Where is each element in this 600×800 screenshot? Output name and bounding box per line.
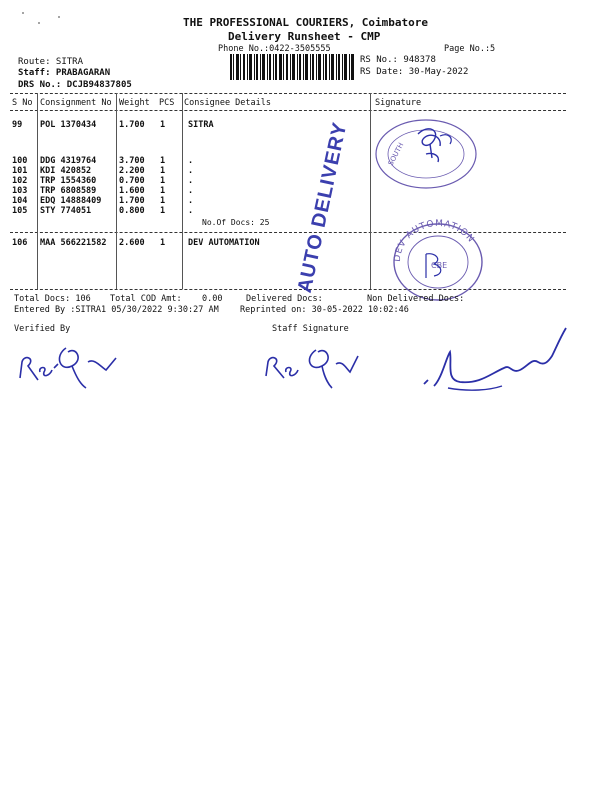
row-weight: 2.200 <box>119 166 145 176</box>
total-cod-label: Total COD Amt: <box>110 294 182 304</box>
stamp-arc-text <box>393 219 476 262</box>
seal-text-south: SOUTH <box>386 141 406 167</box>
row-pcs: 1 <box>160 186 166 196</box>
row-sno: 106 <box>12 238 28 248</box>
row-sno: 99 <box>12 120 23 130</box>
row-weight: 1.600 <box>119 186 145 196</box>
total-cod-value: 0.00 <box>202 294 223 304</box>
reprinted-on: Reprinted on: 30-05-2022 10:02:46 <box>240 305 409 315</box>
row-consignment: STY 774051 <box>40 206 92 216</box>
row-pcs: 1 <box>160 196 166 206</box>
row-consignment: POL 1370434 <box>40 120 97 130</box>
row-consignee: . <box>188 176 194 186</box>
col-sno: S No <box>12 98 33 108</box>
verified-signature <box>14 332 134 392</box>
stamp-arc-path: DEV AUTOMATION <box>392 218 477 263</box>
entered-by: Entered By :SITRA1 05/30/2022 9:30:27 AM <box>14 305 219 315</box>
row-weight: 0.800 <box>119 206 145 216</box>
table-header-rule <box>10 110 566 111</box>
verified-by-label: Verified By <box>14 324 71 334</box>
row-consignment: TRP 1554360 <box>40 176 97 186</box>
scan-speck <box>58 16 60 18</box>
row-weight: 0.700 <box>119 176 145 186</box>
scan-speck <box>38 22 40 24</box>
table-top-rule <box>10 93 566 94</box>
row-sno: 103 <box>12 186 28 196</box>
row-consignee: . <box>188 156 194 166</box>
rs-number: RS No.: 948378 <box>360 55 436 65</box>
row-consignee: . <box>188 206 194 216</box>
row-weight: 1.700 <box>119 120 145 130</box>
row-pcs: 1 <box>160 206 166 216</box>
staff-signature-label: Staff Signature <box>272 324 349 334</box>
column-divider <box>182 93 183 289</box>
rs-date: RS Date: 30-May-2022 <box>360 67 469 77</box>
row-consignee: DEV AUTOMATION <box>188 238 260 248</box>
row-consignment: EDQ 14888409 <box>40 196 102 206</box>
receiver-signature <box>420 318 570 398</box>
row-pcs: 1 <box>160 166 166 176</box>
row-pcs: 1 <box>160 120 166 130</box>
col-pcs: PCS <box>159 98 175 108</box>
dev-automation-stamp <box>386 218 490 304</box>
col-weight: Weight <box>119 98 150 108</box>
route: Route: SITRA <box>18 57 84 67</box>
company-seal-stamp <box>368 114 480 196</box>
delivered-docs: Delivered Docs: <box>246 294 323 304</box>
row-consignee: . <box>188 196 194 206</box>
total-docs: Total Docs: 106 <box>14 294 91 304</box>
row-consignee: SITRA <box>188 120 214 130</box>
runsheet-title: Delivery Runsheet - CMP <box>228 30 381 43</box>
row-consignment: TRP 6808589 <box>40 186 97 196</box>
phone-number: Phone No.:0422-3505555 <box>218 44 331 54</box>
col-consignee: Consignee Details <box>184 98 271 108</box>
row-consignment: MAA 566221582 <box>40 238 107 248</box>
row-pcs: 1 <box>160 238 166 248</box>
column-divider <box>116 93 117 289</box>
col-signature: Signature <box>375 98 422 108</box>
row-sno: 102 <box>12 176 28 186</box>
drs-number: DRS No.: DCJB94837805 <box>18 80 132 90</box>
col-consignment: Consignment No <box>40 98 112 108</box>
company-name: THE PROFESSIONAL COURIERS, Coimbatore <box>183 16 429 29</box>
row-consignment: DDG 4319764 <box>40 156 97 166</box>
barcode <box>230 54 354 80</box>
staff-signature <box>262 332 372 392</box>
row-pcs: 1 <box>160 176 166 186</box>
row-sno: 101 <box>12 166 28 176</box>
row-consignee: . <box>188 166 194 176</box>
column-divider <box>37 93 38 289</box>
page-number: Page No.:5 <box>444 44 496 54</box>
row-consignee: . <box>188 186 194 196</box>
row-pcs: 1 <box>160 156 166 166</box>
row-weight: 3.700 <box>119 156 145 166</box>
staff: Staff: PRABAGARAN <box>18 68 111 78</box>
no-of-docs: No.Of Docs: 25 <box>202 218 270 227</box>
auto-delivery-stamp: AUTO DELIVERY <box>293 119 352 295</box>
non-delivered-docs: Non Delivered Docs: <box>367 294 465 304</box>
row-sno: 100 <box>12 156 28 166</box>
row-consignment: KDI 420852 <box>40 166 92 176</box>
row-weight: 1.700 <box>119 196 145 206</box>
scan-speck <box>22 12 24 14</box>
stamp-city: CBE <box>431 261 448 270</box>
row-sno: 105 <box>12 206 28 216</box>
row-sno: 104 <box>12 196 28 206</box>
row-weight: 2.600 <box>119 238 145 248</box>
